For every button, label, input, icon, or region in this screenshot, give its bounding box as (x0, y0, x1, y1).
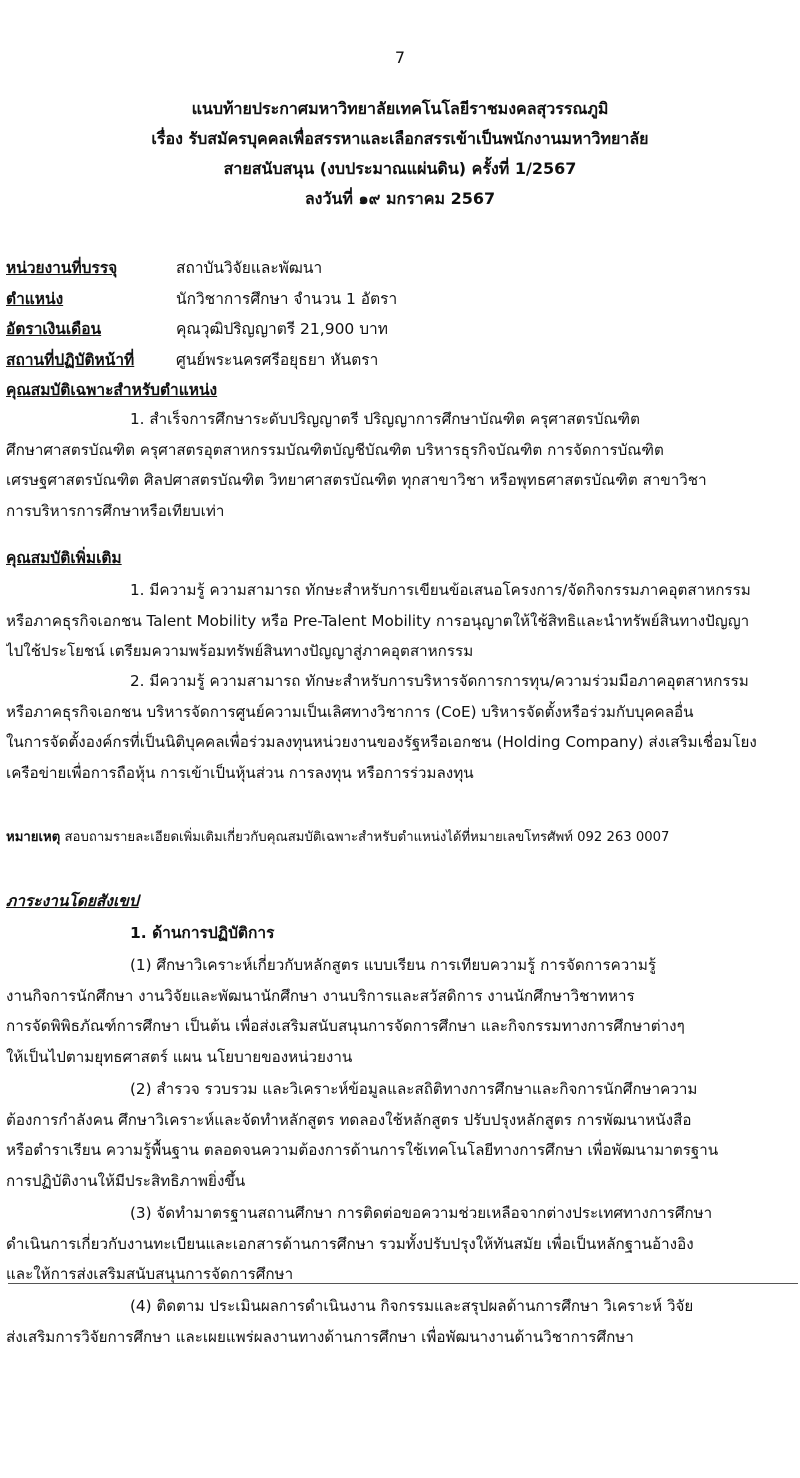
info-value: ศูนย์พระนครศรีอยุธยา หันตรา (176, 350, 379, 369)
paragraph-line: ในการจัดตั้งองค์กรที่เป็นนิติบุคคลเพื่อร่วมลงทุนหน่วยงานของรัฐหรือเอกชน (Holding Company) ส่งเสริมเชื่อมโยง (6, 733, 757, 751)
duties-subhead: 1. ด้านการปฏิบัติการ (130, 924, 275, 942)
paragraph-line: งานกิจการนักศึกษา งานวิจัยและพัฒนานักศึกษา งานบริการและสวัสดิการ งานนักศึกษาวิชาทหาร (6, 986, 635, 1005)
paragraph-line: การปฏิบัติงานให้มีประสิทธิภาพยิ่งขึ้น (6, 1171, 246, 1190)
duty-paragraph-4 (6, 1291, 794, 1352)
note (6, 826, 669, 847)
paragraph-line: ส่งเสริมการวิจัยการศึกษา และเผยแพร่ผลงานทางด้านการศึกษา เพื่อพัฒนางานด้านวิชาการศึกษา (6, 1327, 634, 1346)
info-row-location (6, 345, 766, 376)
info-label: สถานที่ปฏิบัติหน้าที่ (6, 350, 135, 369)
paragraph-line: 1. มีความรู้ ความสามารถ ทักษะสำหรับการเขียนข้อเสนอโครงการ/จัดกิจกรรมภาคอุตสาหกรรม (130, 581, 751, 599)
position-info (6, 253, 766, 375)
additional-qualification-2 (6, 666, 794, 788)
paragraph-line: ให้เป็นไปตามยุทธศาสตร์ แผน นโยบายของหน่วยงาน (6, 1047, 353, 1066)
paragraph-line: การจัดพิพิธภัณฑ์การศึกษา เป็นต้น เพื่อส่งเสริมสนับสนุนการจัดการศึกษา และกิจกรรมทางการศึกษาต่างๆ (6, 1017, 685, 1035)
info-label: ตำแหน่ง (6, 289, 64, 308)
page-number: 7 (394, 48, 406, 67)
info-row-unit (6, 253, 766, 284)
info-value: นักวิชาการศึกษา จำนวน 1 อัตรา (176, 289, 398, 308)
paragraph-line: (4) ติดตาม ประเมินผลการดำเนินงาน กิจกรรมและสรุปผลด้านการศึกษา วิเคราะห์ วิจัย (130, 1297, 694, 1315)
paragraph-line: ศึกษาศาสตรบัณฑิต ครุศาสตรอุตสาหกรรมบัณฑิตบัญชีบัณฑิต บริหารธุรกิจบัณฑิต การจัดการบัณฑิต (6, 440, 664, 459)
specific-qualifications-text (6, 404, 794, 526)
paragraph-line: ไปใช้ประโยชน์ เตรียมความพร้อมทรัพย์สินทางปัญญาสู่ภาคอุตสาหกรรม (6, 642, 474, 660)
paragraph-line: เครือข่ายเพื่อการถือหุ้น การเข้าเป็นหุ้นส่วน การลงทุน หรือการร่วมลงทุน (6, 763, 474, 782)
header-date-line: ลงวันที่ ๑๙ มกราคม 2567 (304, 189, 496, 208)
paragraph-line: หรือภาคธุรกิจเอกชน บริหารจัดการศูนย์ความเป็นเลิศทางวิชาการ (CoE) บริหารจัดตั้งหรือร่วมกับบุคคลอื่น (6, 702, 694, 721)
info-label: หน่วยงานที่บรรจุ (6, 259, 118, 277)
header-line-3: สายสนับสนุน (งบประมาณแผ่นดิน) ครั้งที่ 1/2567 (223, 159, 577, 178)
paragraph-line: หรือตำราเรียน ความรู้พื้นฐาน ตลอดจนความต้องการด้านการใช้เทคโนโลยีทางการศึกษา เพื่อพัฒนามาตรฐาน (6, 1141, 719, 1159)
scan-line-artifact (8, 1283, 798, 1284)
duty-paragraph-2 (6, 1074, 794, 1196)
header-line-2: เรื่อง รับสมัครบุคคลเพื่อสรรหาและเลือกสรรเข้าเป็นพนักงานมหาวิทยาลัย (151, 129, 649, 148)
paragraph-line: ดำเนินการเกี่ยวกับงานทะเบียนและเอกสารด้านการศึกษา รวมทั้งปรับปรุงให้ทันสมัย เพื่อเป็นหลักฐานอ้างอิง (6, 1234, 694, 1253)
paragraph-line: 1. สำเร็จการศึกษาระดับปริญญาตรี ปริญญาการศึกษาบัณฑิต ครุศาสตรบัณฑิต (130, 410, 640, 428)
duty-paragraph-1 (6, 950, 794, 1072)
info-row-salary (6, 314, 766, 345)
announcement-header (0, 94, 800, 214)
paragraph-line: 2. มีความรู้ ความสามารถ ทักษะสำหรับการบริหารจัดการการทุน/ความร่วมมือภาคอุตสาหกรรม (130, 672, 749, 690)
paragraph-line: (2) สำรวจ รวบรวม และวิเคราะห์ข้อมูลและสถิติทางการศึกษาและกิจการนักศึกษาความ (130, 1080, 698, 1098)
paragraph-line: (3) จัดทำมาตรฐานสถานศึกษา การติดต่อขอความช่วยเหลือจากต่างประเทศทางการศึกษา (130, 1204, 713, 1222)
paragraph-line: ต้องการกำลังคน ศึกษาวิเคราะห์และจัดทำหลักสูตร ทดลองใช้หลักสูตร ปรับปรุงหลักสูตร การพัฒนาหนังสือ (6, 1110, 692, 1129)
paragraph-line: การบริหารการศึกษาหรือเทียบเท่า (6, 501, 225, 520)
note-label: หมายเหตุ (6, 830, 61, 845)
paragraph-line: เศรษฐศาสตรบัณฑิต ศิลปศาสตรบัณฑิต วิทยาศาสตรบัณฑิต ทุกสาขาวิชา หรือพุทธศาสตรบัณฑิต สาขาวิชา (6, 471, 707, 489)
specific-qualifications-title: คุณสมบัติเฉพาะสำหรับตำแหน่ง (6, 381, 218, 399)
info-row-position (6, 284, 766, 315)
additional-qualification-1 (6, 575, 794, 667)
duty-paragraph-3 (6, 1198, 794, 1290)
info-value: สถาบันวิจัยและพัฒนา (176, 259, 323, 277)
paragraph-line: และให้การส่งเสริมสนับสนุนการจัดการศึกษา (6, 1265, 294, 1283)
header-line-1: แนบท้ายประกาศมหาวิทยาลัยเทคโนโลยีราชมงคลสุวรรณภูมิ (191, 99, 609, 118)
additional-qualifications-title: คุณสมบัติเพิ่มเติม (6, 549, 122, 567)
info-value: คุณวุฒิปริญญาตรี 21,900 บาท (176, 320, 388, 338)
note-text: สอบถามรายละเอียดเพิ่มเติมเกี่ยวกับคุณสมบัติเฉพาะสำหรับตำแหน่งได้ที่หมายเลขโทรศัพท์ 092 263 0007 (60, 830, 670, 845)
paragraph-line: (1) ศึกษาวิเคราะห์เกี่ยวกับหลักสูตร แบบเรียน การเทียบความรู้ การจัดการความรู้ (130, 956, 657, 974)
paragraph-line: หรือภาคธุรกิจเอกชน Talent Mobility หรือ Pre-Talent Mobility การอนุญาตให้ใช้สิทธิและนำทรัพย์สินทางปัญญา (6, 611, 750, 630)
info-label: อัตราเงินเดือน (6, 320, 102, 338)
duties-title: ภาระงานโดยสังเขป (6, 892, 139, 910)
